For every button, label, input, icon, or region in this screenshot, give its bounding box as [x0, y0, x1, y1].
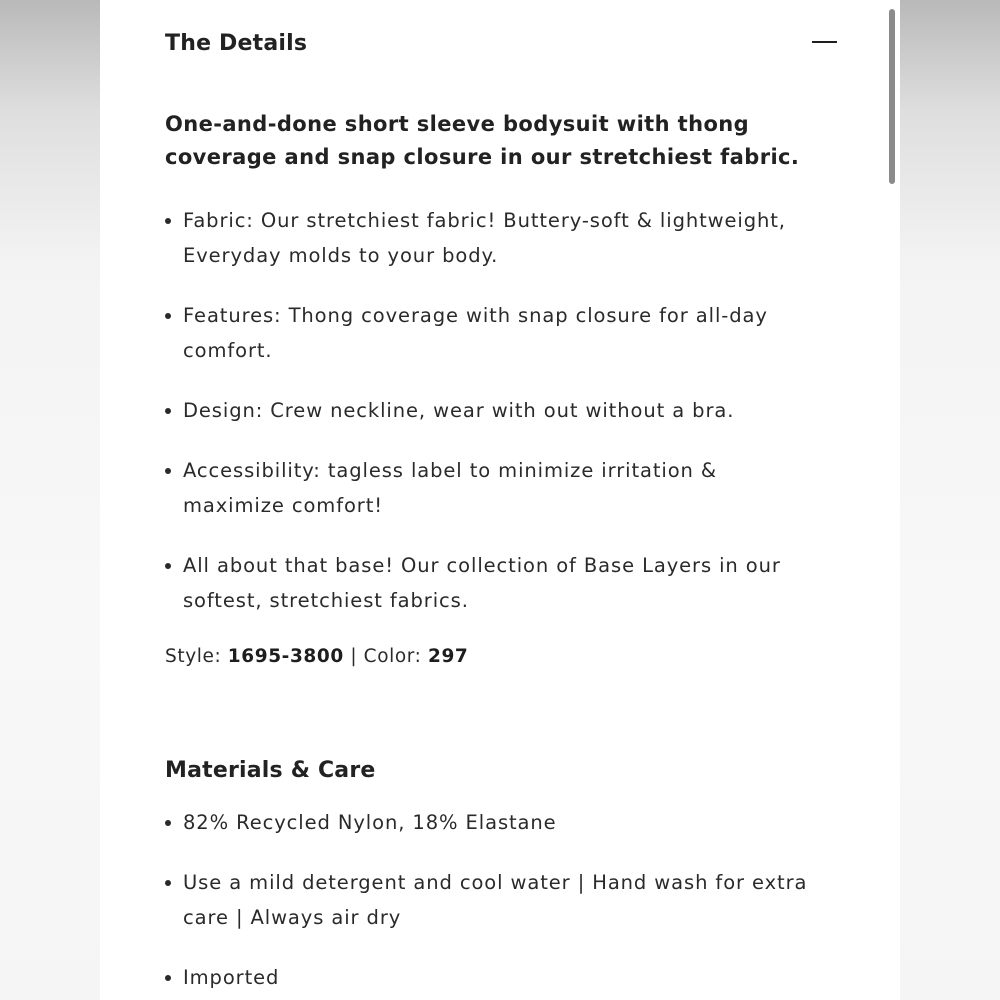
materials-bullet-list	[165, 805, 825, 995]
materials-bullet-composition	[165, 805, 825, 840]
materials-bullet-care	[165, 865, 825, 935]
product-details-panel	[100, 0, 900, 1000]
style-value: 1695-3800	[227, 646, 344, 667]
style-color-line	[165, 642, 468, 672]
bullet-dot	[165, 408, 171, 414]
list-item-text: Fabric: Our stretchiest fabric! Buttery-soft & lightweight, Everyday molds to your body.	[183, 209, 786, 267]
list-item-text: Imported	[183, 966, 280, 989]
bullet-dot	[165, 468, 171, 474]
style-label: Style:	[165, 646, 222, 667]
materials-section-title: Materials & Care	[165, 758, 376, 783]
list-item-text: Use a mild detergent and cool water | Hand wash for extra care | Always air dry	[183, 871, 808, 929]
details-bullet-accessibility	[165, 453, 825, 523]
details-bullet-list	[165, 203, 825, 618]
list-item-text: Accessibility: tagless label to minimize irritation & maximize comfort!	[183, 459, 717, 517]
color-label: Color:	[363, 646, 422, 667]
bullet-dot	[165, 975, 171, 981]
list-item-text: 82% Recycled Nylon, 18% Elastane	[183, 811, 557, 834]
separator: |	[350, 646, 358, 667]
bullet-dot	[165, 820, 171, 826]
details-intro: One-and-done short sleeve bodysuit with thong coverage and snap closure in our stretchiest fabric.	[165, 112, 800, 169]
color-value: 297	[427, 646, 469, 667]
details-section-title: The Details	[165, 31, 308, 56]
bullet-dot	[165, 880, 171, 886]
list-item-text: All about that base! Our collection of Base Layers in our softest, stretchiest fabrics.	[183, 554, 781, 612]
list-item-text: Design: Crew neckline, wear with out without a bra.	[183, 399, 735, 422]
details-bullet-base-layers	[165, 548, 825, 618]
details-bullet-fabric	[165, 203, 825, 273]
bullet-dot	[165, 313, 171, 319]
bullet-dot	[165, 563, 171, 569]
materials-bullet-origin	[165, 960, 825, 995]
scrollbar-thumb[interactable]	[889, 9, 895, 184]
details-bullet-design	[165, 393, 825, 428]
details-bullet-features	[165, 298, 825, 368]
list-item-text: Features: Thong coverage with snap closure for all-day comfort.	[183, 304, 768, 362]
minus-icon	[812, 41, 837, 43]
details-collapse-button[interactable]	[808, 28, 842, 58]
bullet-dot	[165, 218, 171, 224]
